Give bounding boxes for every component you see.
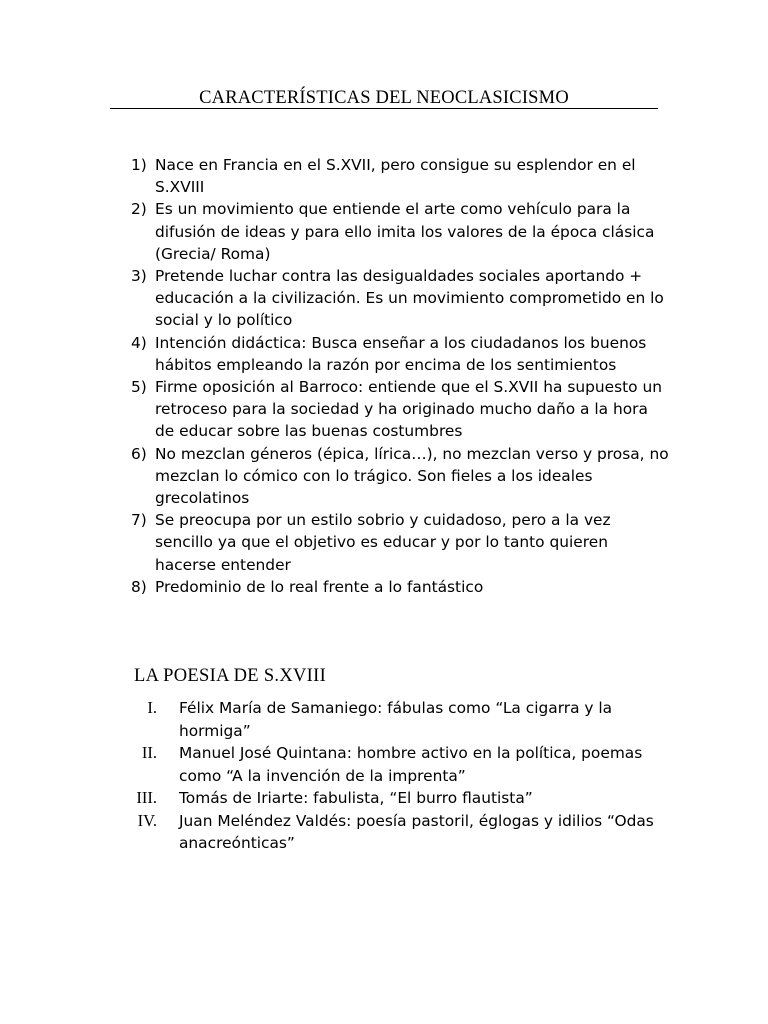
poet-item-number: I. — [147, 698, 157, 717]
poet-item-text: Tomás de Iriarte: fabulista, “El burro flautista” — [179, 789, 533, 807]
list-item — [131, 198, 671, 265]
list-item-text: Pretende luchar contra las desigualdades sociales aportando + educación a la civilización. Es un movimiento comprometido en lo social y lo político — [155, 267, 664, 330]
list-item-number: 6) — [131, 444, 147, 463]
poet-item — [120, 742, 680, 787]
list-item — [131, 443, 671, 510]
list-item-number: 3) — [131, 267, 147, 286]
section-heading: LA POESIA DE S.XVIII — [134, 666, 327, 686]
list-item-number: 4) — [131, 333, 147, 352]
list-item — [131, 376, 671, 443]
list-item — [131, 509, 671, 576]
list-item-number: 7) — [131, 511, 147, 530]
list-item-number: 5) — [131, 378, 147, 397]
poet-item — [120, 697, 680, 742]
list-item-text: Predominio de lo real frente a lo fantástico — [155, 577, 484, 596]
list-item-text: Es un movimiento que entiende el arte como vehículo para la difusión de ideas y para ello imita los valores de la época clásica (Grecia/ Roma) — [155, 200, 655, 263]
list-item-number: 1) — [131, 156, 147, 174]
list-item-text: Se preocupa por un estilo sobrio y cuidadoso, pero a la vez sencillo ya que el objetivo es educar y por lo tanto quieren hacerse entender — [155, 511, 611, 574]
poet-item-text: Manuel José Quintana: hombre activo en la política, poemas como “A la invención de la imprenta” — [179, 744, 643, 785]
list-item — [131, 332, 671, 376]
list-item-text: Firme oposición al Barroco: entiende que el S.XVII ha supuesto un retroceso para la sociedad y ha originado mucho daño a la hora de educar sobre las buenas costumbres — [155, 378, 662, 441]
list-item — [131, 265, 671, 332]
characteristics-list — [131, 154, 671, 598]
list-item — [131, 576, 671, 598]
poet-item-text: Juan Meléndez Valdés: poesía pastoril, églogas y idilios “Odas anacreónticas” — [179, 811, 654, 852]
poet-item-text: Félix María de Samaniego: fábulas como “La cigarra y la hormiga” — [179, 699, 613, 740]
list-item-number: 2) — [131, 200, 147, 219]
list-item-text: Intención didáctica: Busca enseñar a los ciudadanos los buenos hábitos empleando la razón por encima de los sentimientos — [155, 333, 647, 374]
poets-list — [120, 697, 680, 855]
poet-item-number: III. — [136, 788, 157, 807]
list-item — [131, 154, 671, 198]
list-item-text: No mezclan géneros (épica, lírica…), no mezclan verso y prosa, no mezclan lo cómico con lo trágico. Son fieles a los ideales grecolatinos — [155, 444, 669, 508]
list-item-number: 8) — [131, 577, 147, 596]
list-item-text: Nace en Francia en el S.XVII, pero consigue su esplendor en el S.XVIII — [155, 156, 636, 197]
page-title: CARACTERÍSTICAS DEL NEOCLASICISMO — [199, 88, 569, 108]
poet-item-number: II. — [141, 743, 157, 762]
poet-item — [120, 810, 680, 855]
title-underline — [110, 108, 658, 109]
poet-item — [120, 787, 680, 810]
poet-item-number: IV. — [137, 810, 157, 830]
